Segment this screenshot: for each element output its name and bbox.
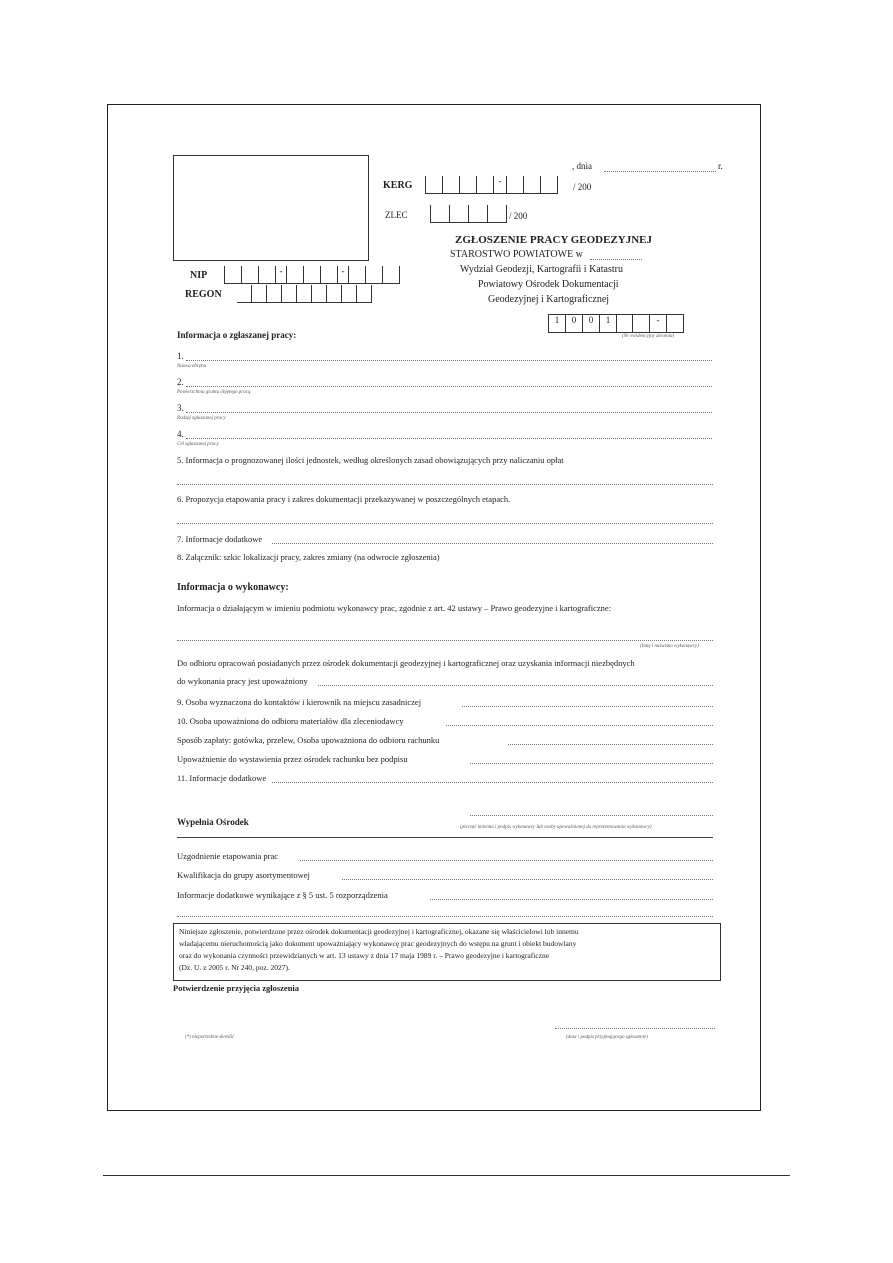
confirmation-caption-right: (data i podpis przyjmującego zgłoszenie): [566, 1035, 648, 1040]
item-9-label: 9. Osoba wyznaczona do kontaktów i kierownik na miejscu zasadniczej: [177, 697, 422, 707]
regon-cells[interactable]: [237, 285, 371, 303]
office-line3: Informacje dodatkowe wynikające z § 5 ust. 5 rozporządzenia: [177, 890, 388, 900]
nip-label: NIP: [190, 270, 208, 281]
notice-line3: oraz do wykonania czynności przewidzianych w art. 13 ustawy z dnia 17 maja 1989 r. – Prawo geodezyjne i kartograficzne: [179, 951, 550, 960]
item-1-num: 1.: [177, 351, 184, 361]
confirmation-heading: Potwierdzenie przyjęcia zgłoszenia: [173, 983, 300, 993]
item-9-field[interactable]: [462, 706, 713, 707]
confirmation-caption-left: (*) niepotrzebne skreślić: [185, 1035, 235, 1040]
contractor-signature-field[interactable]: [470, 815, 713, 816]
item-2-num: 2.: [177, 377, 184, 387]
contractor-signature-caption: (pieczęć imienna i podpis wykonawcy lub osoby upoważnionej do reprezentowania wykonawcy): [460, 825, 652, 830]
authorization-label: Upoważnienie do wystawienia przez ośrodek rachunku bez podpisu: [177, 754, 408, 764]
nip-cells[interactable]: - -: [224, 266, 399, 284]
title-line5: Geodezyjnej i Kartograficznej: [488, 294, 610, 305]
date-label: , dnia: [572, 161, 592, 171]
item-11-label: 11. Informacje dodatkowe: [177, 773, 267, 783]
item-6-label: 6. Propozycja etapowania pracy i zakres dokumentacji przekazywanej w poszczególnych etapach.: [177, 494, 511, 504]
notice-line1: Niniejsze zgłoszenie, potwierdzone przez ośrodek dokumentacji geodezyjnej i kartograficznej, okazane się właścicielowi lub innemu: [179, 927, 579, 936]
office-divider: [177, 837, 713, 838]
item-10-field[interactable]: [446, 725, 713, 726]
item-7-label: 7. Informacje dodatkowe: [177, 534, 263, 544]
title-line4: Powiatowy Ośrodek Dokumentacji: [478, 279, 619, 290]
item-4-num: 4.: [177, 429, 184, 439]
item-4-field[interactable]: [186, 438, 712, 439]
stamp-box: [173, 155, 369, 261]
contractor-name-field[interactable]: [177, 640, 713, 641]
item-5-field[interactable]: [177, 484, 713, 485]
contractor-caption: (Imię i nazwisko wykonawcy): [640, 644, 699, 649]
date-suffix: r.: [718, 161, 723, 171]
form-title: ZGŁOSZENIE PRACY GEODEZYJNEJ: [455, 234, 653, 246]
office-heading: Wypełnia Ośrodek: [177, 817, 249, 827]
office-line1: Uzgodnienie etapowania prac: [177, 851, 279, 861]
authorization-field[interactable]: [470, 763, 713, 764]
kerg-cells[interactable]: -: [425, 176, 557, 194]
item-10-label: 10. Osoba upoważniona do odbioru materiałów dla zleceniodawcy: [177, 716, 404, 726]
item-3-num: 3.: [177, 403, 184, 413]
contractor-line2: Do odbioru opracowań posiadanych przez ośrodek dokumentacji geodezyjnej i kartograficznej oraz uzyskania informacji niezbędnych: [177, 658, 635, 668]
office-line1-field[interactable]: [300, 860, 713, 861]
page-footer-line: [103, 1175, 790, 1176]
kerg-year: / 200: [573, 182, 592, 192]
item-3-field[interactable]: [186, 412, 712, 413]
item-5-label: 5. Informacja o prognozowanej ilości jednostek, według określonych zasad obowiązujących przy naliczaniu opłat: [177, 455, 564, 465]
item-2-caption: Powierzchnia gruntu objętego pracą: [177, 390, 251, 395]
contractor-line1: Informacja o działającym w imieniu podmiotu wykonawcy prac, zgodnie z art. 42 ustawy – Prawo geodezyjne i kartograficzne:: [177, 603, 612, 613]
item-7-field[interactable]: [272, 543, 713, 544]
kerg-label: KERG: [383, 180, 413, 191]
item-3-caption: Rodzaj zgłaszanej pracy: [177, 416, 226, 421]
date-field[interactable]: [604, 171, 716, 172]
office-line2: Kwalifikacja do grupy asortymentowej: [177, 870, 310, 880]
contractor-heading: Informacja o wykonawcy:: [177, 582, 289, 593]
item-2-field[interactable]: [186, 386, 712, 387]
starostwo-field[interactable]: [590, 259, 642, 260]
office-extra-field[interactable]: [177, 916, 713, 917]
notice-line2: władającemu nieruchomością jako dokument upoważniający wykonawcę prac geodezyjnych do wstępu na grunt i obiekt budowlany: [179, 939, 577, 948]
regon-label: REGON: [185, 289, 222, 300]
office-line3-field[interactable]: [430, 899, 713, 900]
item-1-field[interactable]: [186, 360, 712, 361]
zlec-year: / 200: [509, 211, 528, 221]
payment-label: Sposób zapłaty: gotówka, przelew, Osoba upoważniona do odbioru rachunku: [177, 735, 440, 745]
payment-field[interactable]: [508, 744, 713, 745]
work-info-heading: Informacja o zgłaszanej pracy:: [177, 330, 297, 340]
item-6-field[interactable]: [177, 523, 713, 524]
item-11-field[interactable]: [272, 782, 713, 783]
item-8-label: 8. Załącznik: szkic lokalizacji pracy, zakres zmiany (na odwrocie zgłoszenia): [177, 552, 440, 562]
item-1-caption: Nazwa obrębu: [177, 364, 207, 369]
contractor-line3: do wykonania pracy jest upoważniony: [177, 676, 308, 686]
notice-line4: (Dz. U. z 2005 r. Nr 240, poz. 2027).: [179, 963, 290, 972]
registration-number-cells[interactable]: 1 0 0 1 -: [548, 314, 683, 333]
registration-number-caption: (Nr ewidencyjny zlecenia): [622, 334, 675, 339]
zlec-label: ZLEC: [385, 210, 408, 220]
title-line2: STAROSTWO POWIATOWE w: [450, 249, 583, 260]
zlec-cells[interactable]: [430, 205, 506, 223]
office-line2-field[interactable]: [342, 879, 713, 880]
title-line3: Wydział Geodezji, Kartografii i Katastru: [460, 264, 623, 275]
item-4-caption: Cel zgłaszanej pracy: [177, 442, 219, 447]
authorized-person-field[interactable]: [318, 685, 713, 686]
confirmation-signature-field[interactable]: [555, 1028, 715, 1029]
